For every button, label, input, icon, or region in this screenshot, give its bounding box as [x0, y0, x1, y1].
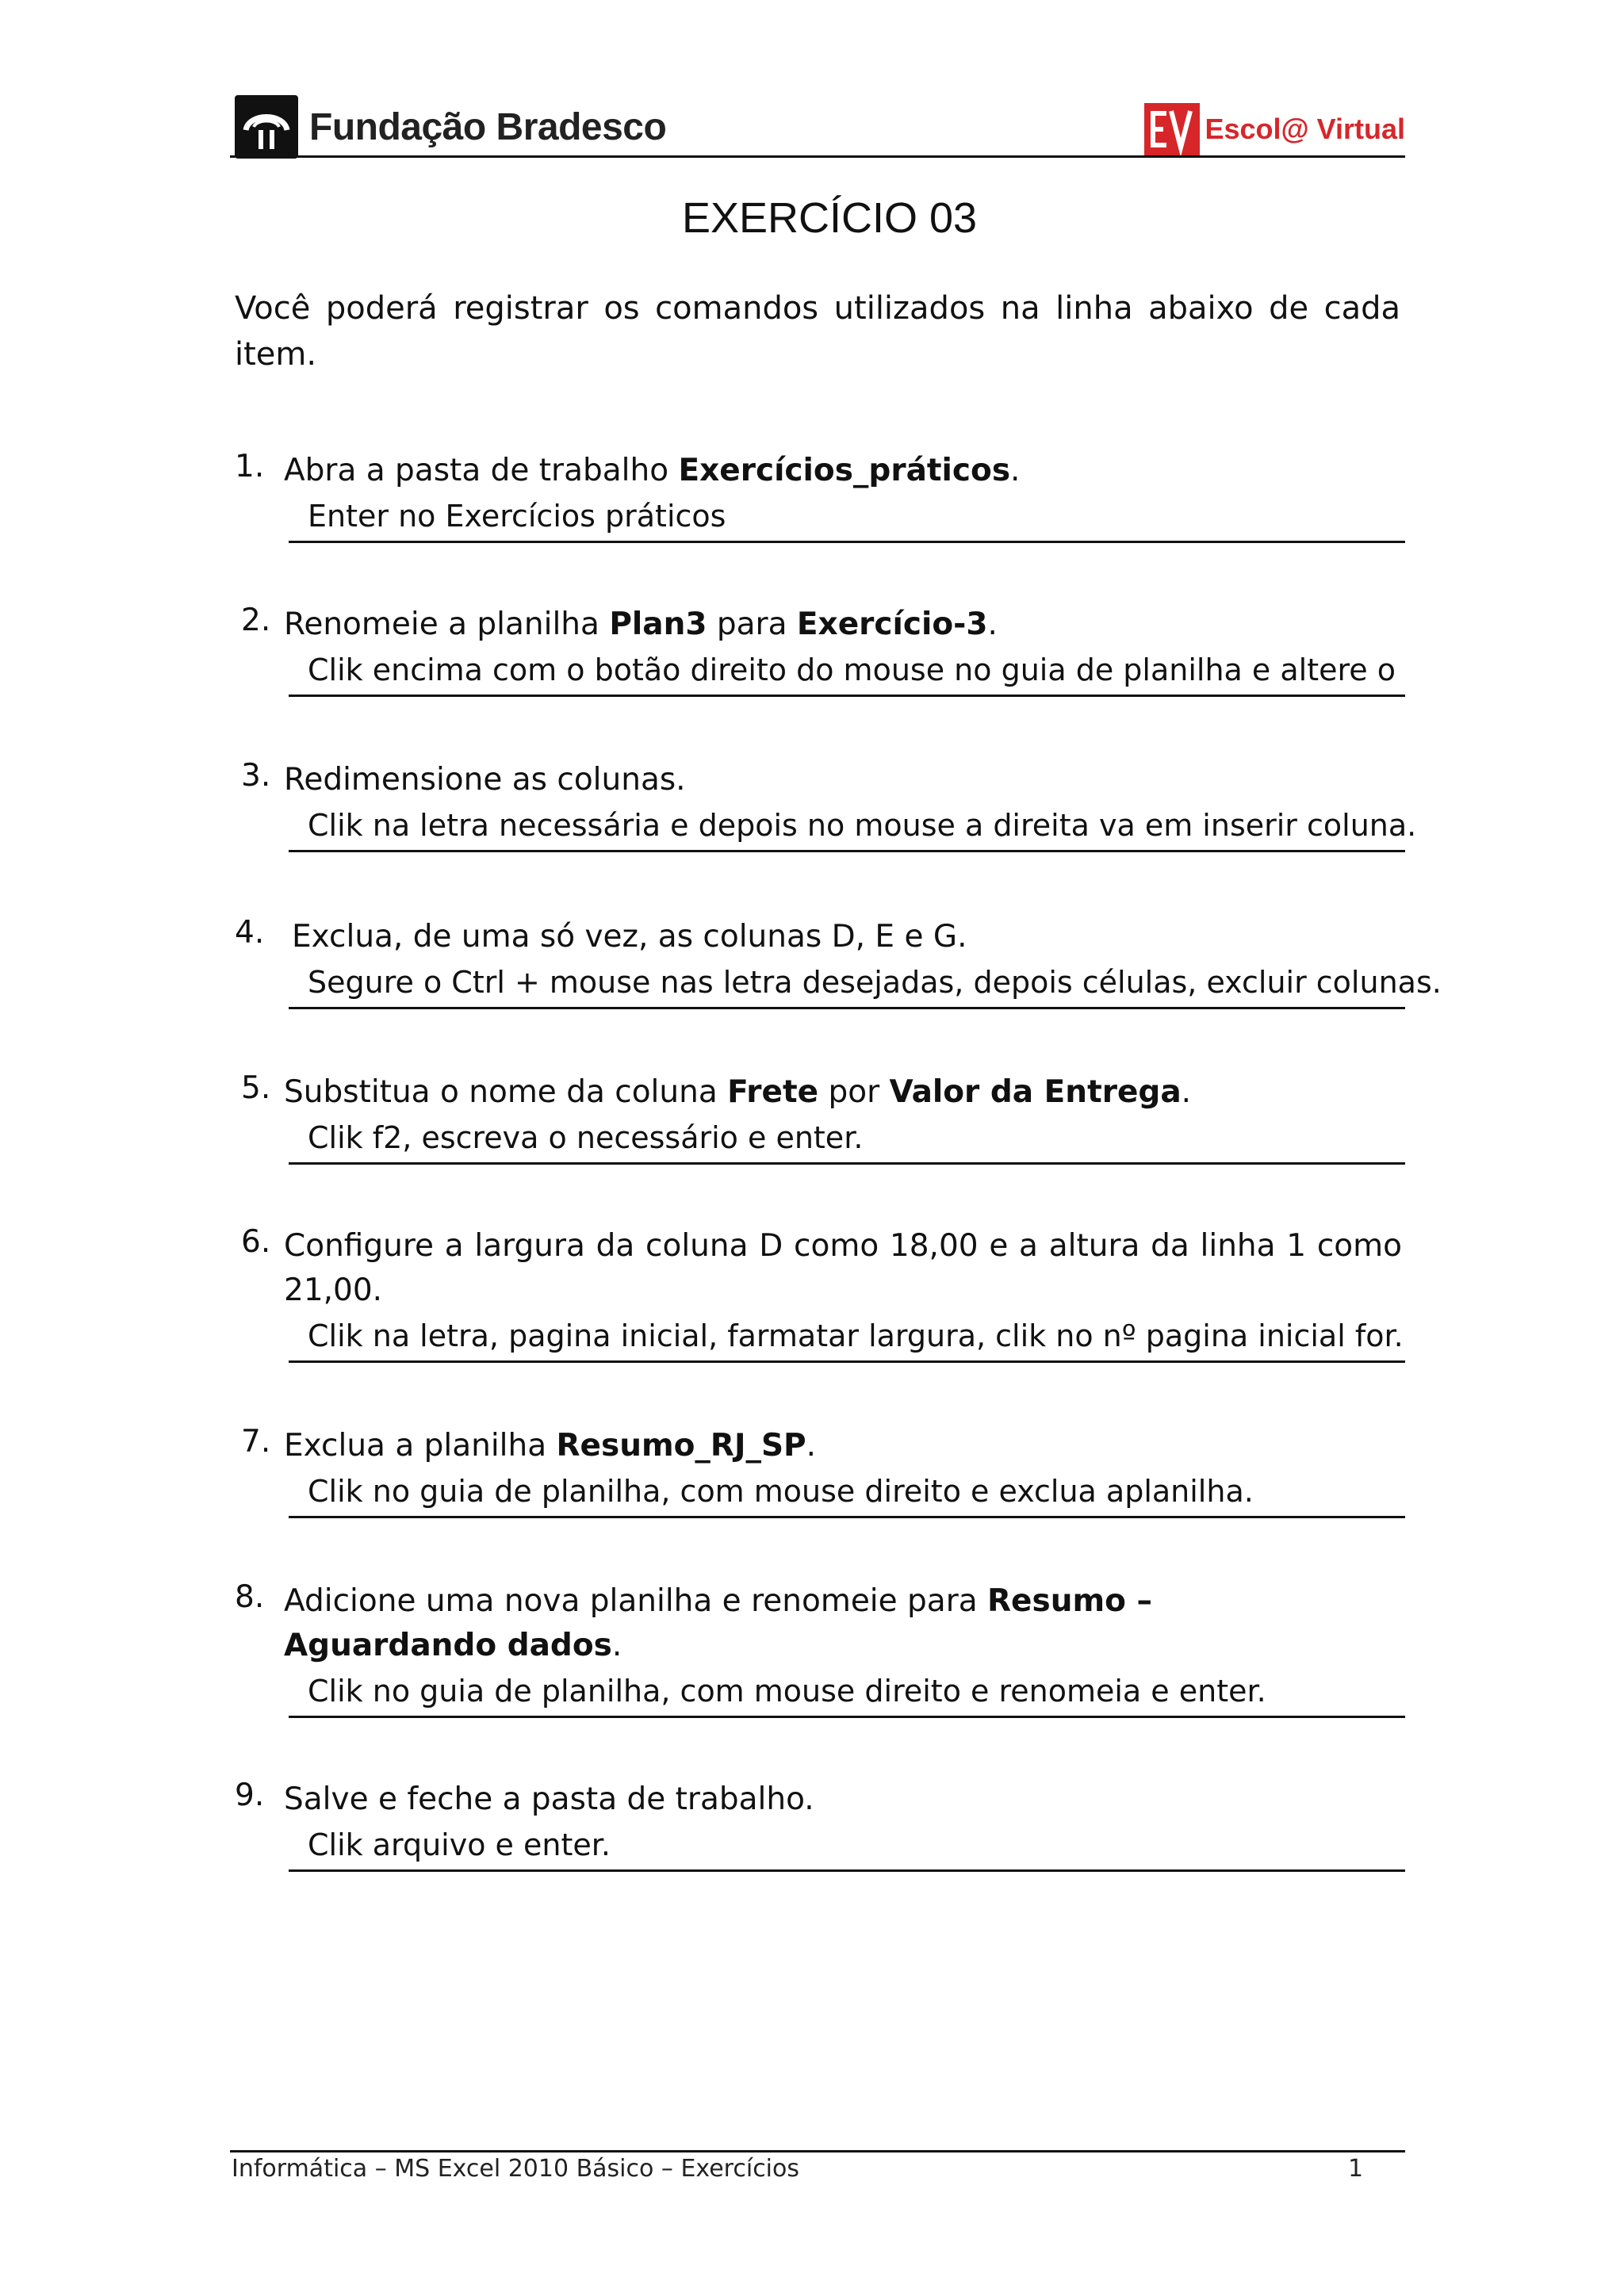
- item-question: Salve e feche a pasta de trabalho.: [284, 1781, 814, 1817]
- answer-line[interactable]: Clik na letra, pagina inicial, farmatar largura, clik no nº pagina inicial for.: [289, 1314, 1405, 1363]
- item-question: Adicione uma nova planilha e renomeie para Resumo – Aguardando dados.: [284, 1583, 1152, 1663]
- footer-divider: [230, 2150, 1405, 2152]
- item-question: Exclua a planilha Resumo_RJ_SP.: [284, 1428, 817, 1464]
- header-divider: [230, 155, 1405, 158]
- list-item: [235, 1424, 1405, 1518]
- item-question: Redimensione as colunas.: [284, 762, 686, 798]
- item-number: 4.: [235, 915, 265, 951]
- item-number: 9.: [235, 1777, 265, 1813]
- item-number: 6.: [241, 1224, 271, 1260]
- bradesco-emblem-icon: [235, 95, 298, 159]
- list-item: [235, 1579, 1405, 1718]
- item-number: 1.: [235, 449, 265, 484]
- item-question: Exclua, de uma só vez, as colunas D, E e G.: [292, 919, 967, 955]
- list-item: [235, 603, 1405, 697]
- list-item: [235, 1070, 1405, 1165]
- answer-line[interactable]: Clik no guia de planilha, com mouse direito e renomeia e enter.: [289, 1670, 1405, 1718]
- item-number: 2.: [241, 603, 271, 638]
- footer-course-title: Informática – MS Excel 2010 Básico – Exercícios: [232, 2155, 800, 2183]
- list-item: [235, 1777, 1405, 1872]
- item-question: Renomeie a planilha Plan3 para Exercício-3.: [284, 607, 998, 642]
- intro-text: Você poderá registrar os comandos utilizados na linha abaixo de cada item.: [235, 290, 1400, 373]
- list-item: [235, 449, 1405, 543]
- fundacao-bradesco-logo: [235, 94, 666, 160]
- answer-line[interactable]: Clik no guia de planilha, com mouse direito e exclua aplanilha.: [289, 1470, 1405, 1518]
- ev-badge-icon: [1144, 103, 1200, 155]
- item-question: Configure a largura da coluna D como 18,00 e a altura da linha 1 como 21,00.: [284, 1228, 1402, 1308]
- answer-line[interactable]: Enter no Exercícios práticos: [289, 495, 1405, 543]
- item-question: Abra a pasta de trabalho Exercícios_práticos.: [284, 453, 1021, 488]
- item-question: Substitua o nome da coluna Frete por Valor da Entrega.: [284, 1074, 1192, 1110]
- platform-name: Escol@ Virtual: [1205, 113, 1405, 145]
- list-item: [235, 758, 1417, 852]
- page-number: 1: [1348, 2155, 1364, 2183]
- answer-line[interactable]: Clik na letra necessária e depois no mouse a direita va em inserir coluna.: [289, 804, 1405, 852]
- answer-line[interactable]: Segure o Ctrl + mouse nas letra desejadas, depois células, excluir colunas.: [289, 961, 1405, 1009]
- answer-line[interactable]: Clik arquivo e enter.: [289, 1823, 1405, 1872]
- item-number: 7.: [241, 1424, 271, 1460]
- list-item: [235, 1224, 1405, 1363]
- item-number: 5.: [241, 1070, 271, 1106]
- item-number: 3.: [241, 758, 271, 794]
- item-number: 8.: [235, 1579, 265, 1615]
- answer-line[interactable]: Clik encima com o botão direito do mouse no guia de planilha e altere o: [289, 649, 1405, 697]
- page-title: EXERCÍCIO 03: [681, 194, 978, 242]
- answer-line[interactable]: Clik f2, escreva o necessário e enter.: [289, 1116, 1405, 1165]
- org-name: Fundação Bradesco: [309, 105, 667, 148]
- list-item: [235, 915, 1442, 1009]
- escola-virtual-logo: [1144, 101, 1405, 157]
